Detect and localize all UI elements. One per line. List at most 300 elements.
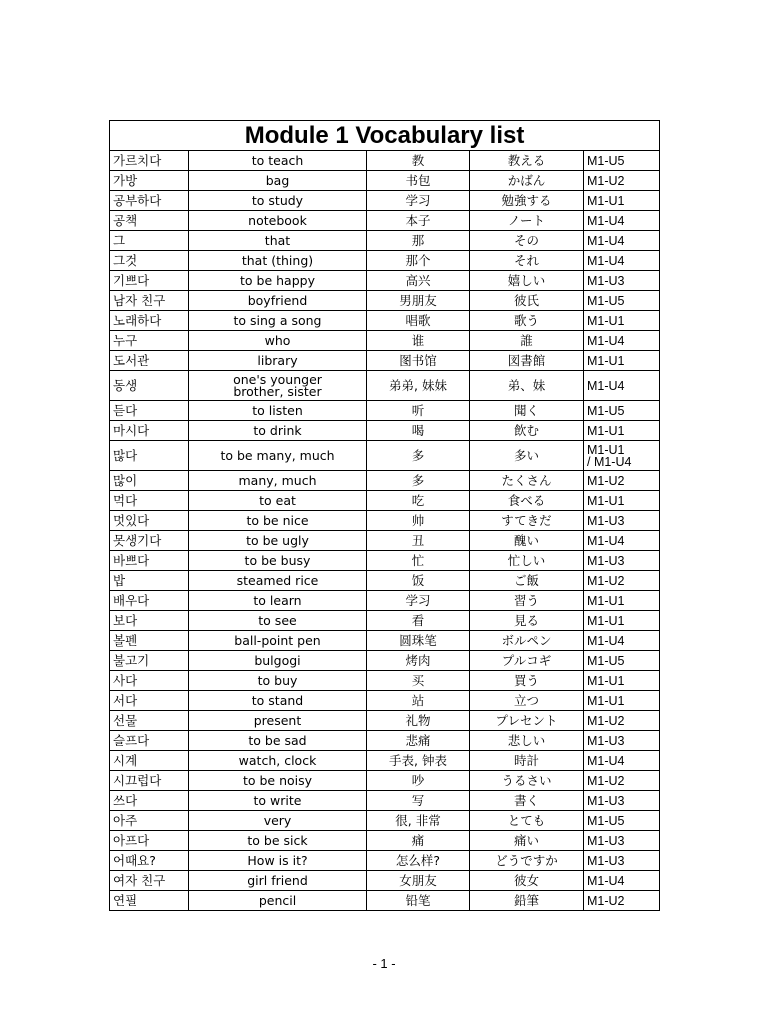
english-cell-text: brother, sister [233, 383, 322, 399]
chinese-cell-text: 很, 非常 [395, 812, 441, 828]
english-cell-text: present [253, 712, 302, 728]
english-cell [189, 351, 367, 371]
english-cell-text: to drink [253, 422, 302, 438]
unit-code-cell-text: M1-U4 [587, 378, 625, 393]
page-title: Module 1 Vocabulary list [110, 121, 660, 151]
chinese-cell-text: 怎么样? [395, 852, 441, 868]
unit-code-cell-text: M1-U2 [587, 713, 625, 728]
english-cell-text: notebook [248, 212, 307, 228]
korean-cell-text: 선물 [113, 712, 138, 728]
korean-cell-text: 보다 [113, 612, 138, 628]
korean-cell [110, 591, 189, 611]
korean-cell [110, 351, 189, 371]
unit-code-cell [584, 631, 660, 651]
korean-cell-text: 쓰다 [113, 792, 138, 808]
unit-code-cell [584, 671, 660, 691]
unit-code-cell [584, 831, 660, 851]
chinese-cell-text: 看 [411, 612, 425, 628]
korean-cell-text: 슬프다 [113, 732, 150, 748]
chinese-cell-text: 听 [411, 402, 425, 418]
chinese-cell [367, 551, 470, 571]
table-row [110, 491, 660, 511]
english-cell-text: that [264, 232, 291, 248]
english-cell-text: to buy [257, 672, 298, 688]
korean-cell [110, 421, 189, 441]
japanese-cell-text: 忙しい [507, 552, 546, 568]
unit-code-cell-text: M1-U4 [587, 233, 625, 248]
korean-cell [110, 711, 189, 731]
unit-code-cell [584, 251, 660, 271]
korean-cell [110, 791, 189, 811]
korean-cell [110, 571, 189, 591]
chinese-cell [367, 401, 470, 421]
japanese-cell-text: とても [507, 812, 546, 828]
chinese-cell [367, 191, 470, 211]
english-cell [189, 771, 367, 791]
chinese-cell-text: 圆珠笔 [399, 632, 437, 648]
korean-cell-text: 아주 [113, 812, 138, 828]
chinese-cell-text: 女朋友 [399, 872, 437, 888]
english-cell-text: to be busy [244, 552, 311, 568]
unit-code-cell [584, 691, 660, 711]
english-cell [189, 291, 367, 311]
japanese-cell-text: 彼氏 [513, 292, 539, 308]
table-row [110, 211, 660, 231]
japanese-cell-text: 食べる [507, 492, 546, 508]
english-cell-text: to sing a song [233, 312, 322, 328]
korean-cell-text: 가방 [113, 172, 138, 188]
unit-code-cell [584, 791, 660, 811]
japanese-cell-text: 見る [513, 612, 539, 628]
chinese-cell [367, 211, 470, 231]
japanese-cell [470, 831, 584, 851]
table-row [110, 271, 660, 291]
unit-code-cell [584, 531, 660, 551]
table-row [110, 851, 660, 871]
korean-cell-text: 아프다 [113, 832, 150, 848]
korean-cell-text: 못생기다 [113, 532, 162, 548]
korean-cell [110, 551, 189, 571]
korean-cell-text: 바쁘다 [113, 552, 150, 568]
english-cell-text: to write [253, 792, 302, 808]
chinese-cell-text: 图书馆 [399, 352, 437, 368]
unit-code-cell [584, 351, 660, 371]
english-cell [189, 831, 367, 851]
japanese-cell [470, 251, 584, 271]
japanese-cell-text: 鉛筆 [513, 892, 539, 908]
unit-code-cell-text: M1-U1 [587, 593, 625, 608]
japanese-cell [470, 371, 584, 401]
chinese-cell-text: 本子 [405, 212, 431, 228]
unit-code-cell-text: M1-U1 [587, 613, 625, 628]
korean-cell [110, 371, 189, 401]
chinese-cell [367, 751, 470, 771]
english-cell-text: ball-point pen [234, 632, 321, 648]
english-cell-text: to study [251, 192, 304, 208]
english-cell-text: steamed rice [236, 572, 319, 588]
chinese-cell [367, 791, 470, 811]
korean-cell [110, 191, 189, 211]
japanese-cell [470, 291, 584, 311]
title-row [110, 121, 660, 151]
unit-code-cell-text: M1-U2 [587, 473, 625, 488]
korean-cell-text: 연필 [113, 892, 138, 908]
japanese-cell-text: 悲しい [507, 732, 546, 748]
unit-code-cell-text: M1-U3 [587, 273, 625, 288]
chinese-cell [367, 711, 470, 731]
chinese-cell-text: 吃 [411, 492, 425, 508]
table-row [110, 571, 660, 591]
chinese-cell [367, 591, 470, 611]
english-cell-text: to listen [252, 402, 303, 418]
chinese-cell-text: 唱歌 [405, 312, 431, 328]
chinese-cell-text: 那 [411, 232, 425, 248]
english-cell-text: pencil [258, 892, 297, 908]
table-row [110, 671, 660, 691]
japanese-cell [470, 421, 584, 441]
chinese-cell [367, 151, 470, 171]
japanese-cell [470, 611, 584, 631]
korean-cell [110, 631, 189, 651]
unit-code-cell-text: M1-U2 [587, 893, 625, 908]
unit-code-cell-text: M1-U1 [587, 423, 625, 438]
chinese-cell [367, 251, 470, 271]
chinese-cell-text: 教 [411, 152, 425, 168]
english-cell [189, 591, 367, 611]
unit-code-cell [584, 871, 660, 891]
korean-cell-text: 그 [113, 232, 126, 248]
english-cell [189, 191, 367, 211]
korean-cell-text: 많다 [113, 447, 138, 463]
english-cell-text: one's younger [233, 371, 322, 387]
unit-code-cell-text: M1-U3 [587, 833, 625, 848]
chinese-cell-text: 学习 [405, 192, 431, 208]
japanese-cell [470, 271, 584, 291]
unit-code-cell-text: M1-U1 [587, 353, 625, 368]
japanese-cell-text: 醜い [513, 532, 539, 548]
korean-cell [110, 691, 189, 711]
unit-code-cell-text: M1-U4 [587, 873, 625, 888]
english-cell [189, 271, 367, 291]
chinese-cell [367, 571, 470, 591]
japanese-cell-text: 飲む [513, 422, 539, 438]
table-row [110, 401, 660, 421]
unit-code-cell [584, 511, 660, 531]
unit-code-cell [584, 471, 660, 491]
table-row [110, 231, 660, 251]
english-cell-text: library [257, 352, 298, 368]
chinese-cell [367, 441, 470, 471]
unit-code-cell-text: / M1-U4 [587, 454, 632, 469]
unit-code-cell [584, 291, 660, 311]
unit-code-cell-text: M1-U1 [587, 693, 625, 708]
english-cell [189, 551, 367, 571]
unit-code-cell-text: M1-U2 [587, 173, 625, 188]
english-cell [189, 171, 367, 191]
japanese-cell [470, 171, 584, 191]
chinese-cell-text: 悲痛 [405, 732, 431, 748]
table-row [110, 291, 660, 311]
chinese-cell-text: 写 [411, 792, 425, 808]
chinese-cell [367, 271, 470, 291]
korean-cell [110, 611, 189, 631]
japanese-cell [470, 811, 584, 831]
table-row [110, 371, 660, 401]
chinese-cell [367, 811, 470, 831]
chinese-cell-text: 站 [411, 692, 425, 708]
unit-code-cell-text: M1-U5 [587, 653, 625, 668]
korean-cell [110, 851, 189, 871]
korean-cell [110, 511, 189, 531]
chinese-cell-text: 铅笔 [405, 892, 431, 908]
english-cell-text: to stand [251, 692, 304, 708]
korean-cell-text: 그것 [113, 252, 138, 268]
korean-cell [110, 771, 189, 791]
unit-code-cell-text: M1-U3 [587, 793, 625, 808]
unit-code-cell-text: M1-U3 [587, 733, 625, 748]
korean-cell-text: 누구 [113, 332, 138, 348]
english-cell-text: How is it? [247, 852, 308, 868]
unit-code-cell [584, 401, 660, 421]
unit-code-cell-text: M1-U1 [587, 442, 625, 457]
chinese-cell [367, 611, 470, 631]
unit-code-cell [584, 551, 660, 571]
chinese-cell-text: 弟弟, 妹妹 [389, 377, 447, 393]
unit-code-cell-text: M1-U5 [587, 403, 625, 418]
english-cell-text: to be ugly [246, 532, 309, 548]
unit-code-cell [584, 811, 660, 831]
japanese-cell [470, 491, 584, 511]
japanese-cell-text: その [513, 232, 539, 248]
japanese-cell-text: 時計 [513, 752, 539, 768]
japanese-cell [470, 891, 584, 911]
unit-code-cell [584, 891, 660, 911]
unit-code-cell [584, 711, 660, 731]
japanese-cell [470, 211, 584, 231]
korean-cell [110, 251, 189, 271]
english-cell-text: that (thing) [241, 252, 314, 268]
english-cell [189, 731, 367, 751]
english-cell [189, 441, 367, 471]
japanese-cell [470, 671, 584, 691]
korean-cell-text: 여자 친구 [113, 872, 166, 888]
english-cell-text: watch, clock [238, 752, 317, 768]
english-cell-text: to see [258, 612, 297, 628]
english-cell [189, 851, 367, 871]
japanese-cell [470, 151, 584, 171]
korean-cell-text: 멋있다 [113, 512, 150, 528]
korean-cell-text: 시끄럽다 [113, 772, 162, 788]
english-cell [189, 691, 367, 711]
korean-cell [110, 441, 189, 471]
korean-cell [110, 291, 189, 311]
table-row [110, 631, 660, 651]
unit-code-cell [584, 371, 660, 401]
unit-code-cell-text: M1-U3 [587, 553, 625, 568]
korean-cell [110, 831, 189, 851]
unit-code-cell [584, 171, 660, 191]
japanese-cell [470, 871, 584, 891]
korean-cell [110, 651, 189, 671]
japanese-cell [470, 711, 584, 731]
korean-cell [110, 171, 189, 191]
chinese-cell-text: 多 [411, 447, 425, 463]
chinese-cell-text: 吵 [411, 772, 425, 788]
korean-cell [110, 151, 189, 171]
page-number: - 1 - [372, 956, 396, 971]
korean-cell [110, 751, 189, 771]
unit-code-cell [584, 441, 660, 471]
unit-code-cell-text: M1-U2 [587, 773, 625, 788]
chinese-cell-text: 喝 [411, 422, 425, 438]
japanese-cell [470, 401, 584, 421]
table-row [110, 331, 660, 351]
japanese-cell [470, 531, 584, 551]
chinese-cell [367, 871, 470, 891]
japanese-cell [470, 631, 584, 651]
table-row [110, 891, 660, 911]
table-row [110, 311, 660, 331]
korean-cell [110, 671, 189, 691]
unit-code-cell [584, 571, 660, 591]
japanese-cell [470, 731, 584, 751]
unit-code-cell-text: M1-U5 [587, 153, 625, 168]
unit-code-cell [584, 231, 660, 251]
chinese-cell-text: 男朋友 [399, 292, 437, 308]
english-cell-text: to learn [253, 592, 302, 608]
japanese-cell [470, 331, 584, 351]
korean-cell-text: 어때요? [113, 852, 156, 868]
japanese-cell-text: 習う [513, 592, 539, 608]
korean-cell-text: 듣다 [113, 402, 138, 418]
english-cell [189, 811, 367, 831]
korean-cell [110, 211, 189, 231]
english-cell-text: bulgogi [254, 652, 301, 668]
english-cell [189, 311, 367, 331]
unit-code-cell [584, 751, 660, 771]
table-row [110, 751, 660, 771]
japanese-cell [470, 311, 584, 331]
unit-code-cell [584, 851, 660, 871]
japanese-cell [470, 851, 584, 871]
chinese-cell-text: 多 [411, 472, 425, 488]
japanese-cell-text: 図書館 [507, 352, 546, 368]
chinese-cell-text: 手表, 钟表 [389, 752, 447, 768]
japanese-cell-text: 彼女 [513, 872, 539, 888]
chinese-cell [367, 691, 470, 711]
unit-code-cell-text: M1-U2 [587, 573, 625, 588]
unit-code-cell-text: M1-U5 [587, 293, 625, 308]
japanese-cell [470, 441, 584, 471]
table-row [110, 871, 660, 891]
unit-code-cell [584, 491, 660, 511]
chinese-cell [367, 771, 470, 791]
japanese-cell-text: プルコギ [501, 652, 552, 668]
japanese-cell-text: 誰 [520, 332, 533, 348]
unit-code-cell [584, 271, 660, 291]
chinese-cell-text: 忙 [411, 552, 425, 568]
unit-code-cell [584, 191, 660, 211]
english-cell-text: to teach [251, 152, 304, 168]
english-cell-text: to eat [259, 492, 296, 508]
korean-cell-text: 배우다 [113, 592, 150, 608]
unit-code-cell-text: M1-U4 [587, 633, 625, 648]
english-cell-text: bag [265, 172, 290, 188]
chinese-cell [367, 731, 470, 751]
unit-code-cell [584, 311, 660, 331]
japanese-cell [470, 511, 584, 531]
unit-code-cell-text: M1-U4 [587, 753, 625, 768]
english-cell-text: to be nice [246, 512, 309, 528]
korean-cell [110, 811, 189, 831]
english-cell-text: boyfriend [247, 292, 308, 308]
korean-cell-text: 가르치다 [113, 152, 162, 168]
table-row [110, 831, 660, 851]
japanese-cell-text: 立つ [513, 692, 539, 708]
unit-code-cell [584, 421, 660, 441]
chinese-cell [367, 891, 470, 911]
unit-code-cell-text: M1-U4 [587, 533, 625, 548]
korean-cell-text: 사다 [113, 672, 138, 688]
english-cell-text: to be sad [248, 732, 307, 748]
english-cell-text: very [263, 812, 292, 828]
english-cell [189, 751, 367, 771]
english-cell-text: to be many, much [220, 447, 335, 463]
unit-code-cell [584, 651, 660, 671]
japanese-cell [470, 471, 584, 491]
unit-code-cell [584, 211, 660, 231]
japanese-cell-text: ボルペン [501, 632, 552, 648]
english-cell [189, 401, 367, 421]
japanese-cell [470, 751, 584, 771]
table-row [110, 591, 660, 611]
table-row [110, 251, 660, 271]
chinese-cell-text: 谁 [411, 332, 425, 348]
table-row [110, 441, 660, 471]
english-cell [189, 211, 367, 231]
japanese-cell-text: 多い [513, 447, 539, 463]
korean-cell-text: 공책 [113, 212, 138, 228]
english-cell [189, 711, 367, 731]
unit-code-cell-text: M1-U3 [587, 513, 625, 528]
korean-cell-text: 불고기 [113, 652, 150, 668]
english-cell [189, 251, 367, 271]
unit-code-cell-text: M1-U3 [587, 853, 625, 868]
chinese-cell-text: 帅 [411, 512, 425, 528]
table-row [110, 691, 660, 711]
unit-code-cell-text: M1-U1 [587, 313, 625, 328]
chinese-cell [367, 491, 470, 511]
korean-cell-text: 노래하다 [113, 312, 162, 328]
korean-cell [110, 471, 189, 491]
japanese-cell [470, 691, 584, 711]
english-cell [189, 571, 367, 591]
chinese-cell [367, 311, 470, 331]
japanese-cell-text: ノート [507, 212, 546, 228]
korean-cell [110, 231, 189, 251]
japanese-cell-text: 勉強する [501, 192, 552, 208]
japanese-cell-text: かばん [507, 172, 546, 188]
japanese-cell [470, 231, 584, 251]
table-row [110, 611, 660, 631]
table-row [110, 421, 660, 441]
table-row [110, 191, 660, 211]
japanese-cell-text: 歌う [513, 312, 539, 328]
chinese-cell-text: 买 [411, 672, 425, 688]
korean-cell-text: 서다 [113, 692, 138, 708]
unit-code-cell [584, 151, 660, 171]
korean-cell-text: 많이 [113, 472, 138, 488]
